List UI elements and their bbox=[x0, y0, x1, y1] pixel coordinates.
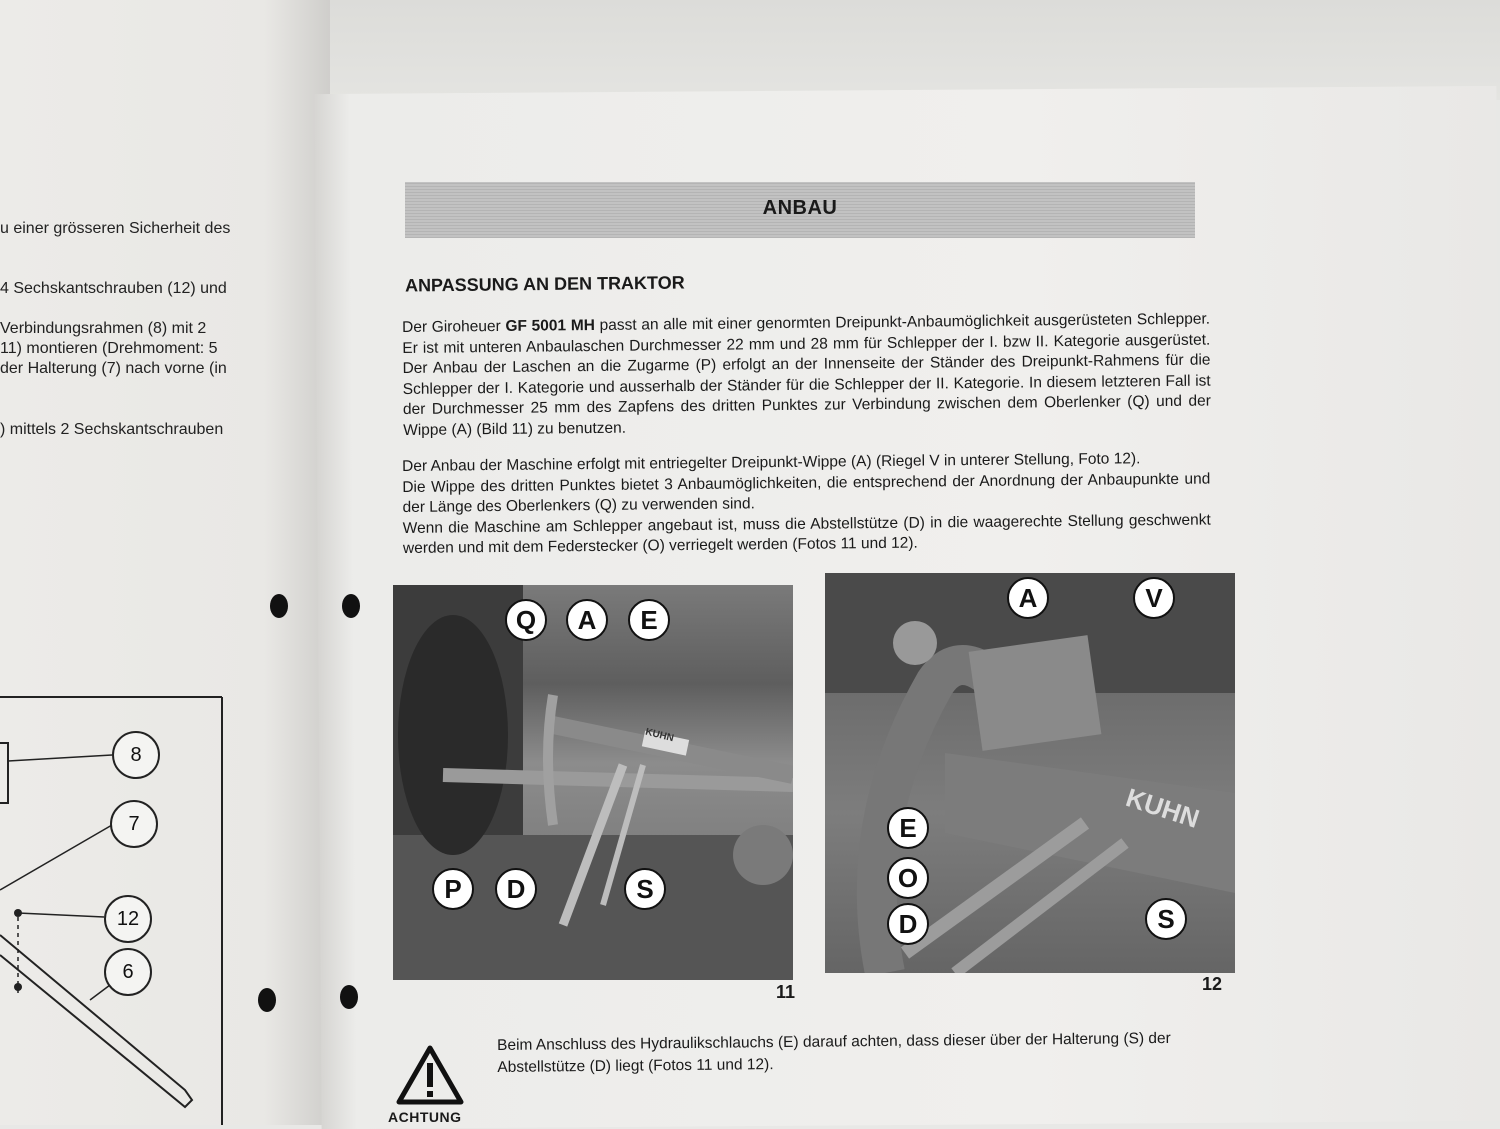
photo-12-label-a: A bbox=[1007, 577, 1049, 619]
diagram-label-6: 6 bbox=[104, 948, 152, 996]
left-line-3: Verbindungsrahmen (8) mit 2 bbox=[0, 320, 207, 337]
photo-11-label-s: S bbox=[624, 868, 666, 910]
diagram-label-8: 8 bbox=[112, 731, 160, 779]
photo-12-label-o: O bbox=[887, 857, 929, 899]
photo-11-label-q: Q bbox=[505, 599, 547, 641]
warning-triangle-icon bbox=[396, 1045, 464, 1105]
photo-11-scene bbox=[393, 585, 793, 980]
photo-11-label-e: E bbox=[628, 599, 670, 641]
warning-text: Beim Anschluss des Hydraulikschlauchs (E) darauf achten, dass dieser über der Halterung (S) der Abstellstütze (D) liegt (Fotos 11 und 12). bbox=[497, 1029, 1171, 1076]
photo-11 bbox=[393, 585, 793, 980]
photo-12-label-v: V bbox=[1133, 577, 1175, 619]
section-title: ANPASSUNG AN DEN TRAKTOR bbox=[404, 272, 685, 296]
left-line-2: 4 Sechskantschrauben (12) und bbox=[0, 280, 227, 297]
paragraph-2-line-3: Wenn die Maschine am Schlepper angebaut ist, muss die Abstellstütze (D) in die waagerechte Stellung geschwenkt werden und mit dem Federstecker (O) verriegelt werden (Fotos 11 und 12). bbox=[402, 511, 1211, 557]
photo-12-label-s: S bbox=[1145, 898, 1187, 940]
binder-hole bbox=[270, 594, 288, 618]
photo-11-label-p: P bbox=[432, 868, 474, 910]
model-name: GF 5001 MH bbox=[505, 316, 595, 335]
brand-logo-12: KUHN bbox=[1122, 782, 1204, 834]
page-title: ANBAU bbox=[762, 197, 838, 219]
binder-hole bbox=[340, 985, 358, 1009]
paragraph-1-body: passt an alle mit einer genormten Dreipunkt-Anbaumöglichkeit ausgerüsteten Schlepper. Er ist mit unteren Anbaulaschen Durchmesser 22 mm und 28 mm für Schlepper der I. bzw II. Kategorie ausgerüstet. Der Anbau der Laschen an die Zugarme (P) erfolgt an der Innenseite der Ständer des Dreipunkt-Rahmens für die Schlepper der I. Kategorie und ausserhalb der Ständer für die Schlepper der II. Kategorie. In diesem letzteren Fall ist der Durchmesser 25 mm des Zapfens des dritten Punktes zur Verbindung zwischen dem Oberlenker (Q) und der Wippe (A) (Bild 11) zu benutzen. bbox=[402, 310, 1212, 439]
figure-number-11: 11 bbox=[776, 982, 796, 1002]
paragraph-1-prefix: Der Giroheuer bbox=[402, 317, 506, 336]
paragraph-2-line-2: Die Wippe des dritten Punktes bietet 3 Anbaumöglichkeiten, die entsprechend der Anordnung der Anbaupunkte und der Länge des Oberlenkers (Q) zu verwenden sind. bbox=[402, 470, 1211, 516]
paragraph-1 bbox=[402, 310, 1211, 441]
photo-12-label-e: E bbox=[887, 807, 929, 849]
diagram-label-12: 12 bbox=[104, 895, 152, 943]
binder-hole bbox=[342, 594, 360, 618]
binder-hole bbox=[258, 988, 276, 1012]
diagram-label-7: 7 bbox=[110, 800, 158, 848]
left-line-5: der Halterung (7) nach vorne (in bbox=[0, 360, 227, 377]
photo-11-label-d: D bbox=[495, 868, 537, 910]
brand-logo-11: KUHN bbox=[644, 726, 675, 745]
warning-label: ACHTUNG bbox=[388, 1109, 462, 1125]
photo-11-label-a: A bbox=[566, 599, 608, 641]
paragraph-2-line-1: Der Anbau der Maschine erfolgt mit entriegelter Dreipunkt-Wippe (A) (Riegel V in unterer Stellung, Foto 12). bbox=[402, 450, 1141, 475]
left-line-4: 11) montieren (Drehmoment: 5 bbox=[0, 340, 218, 357]
paragraph-2 bbox=[402, 449, 1211, 560]
left-line-1: u einer grösseren Sicherheit des bbox=[0, 220, 231, 237]
left-line-6: ) mittels 2 Sechskantschrauben bbox=[0, 421, 224, 438]
photo-12-label-d: D bbox=[887, 903, 929, 945]
figure-number-12: 12 bbox=[1202, 974, 1223, 994]
